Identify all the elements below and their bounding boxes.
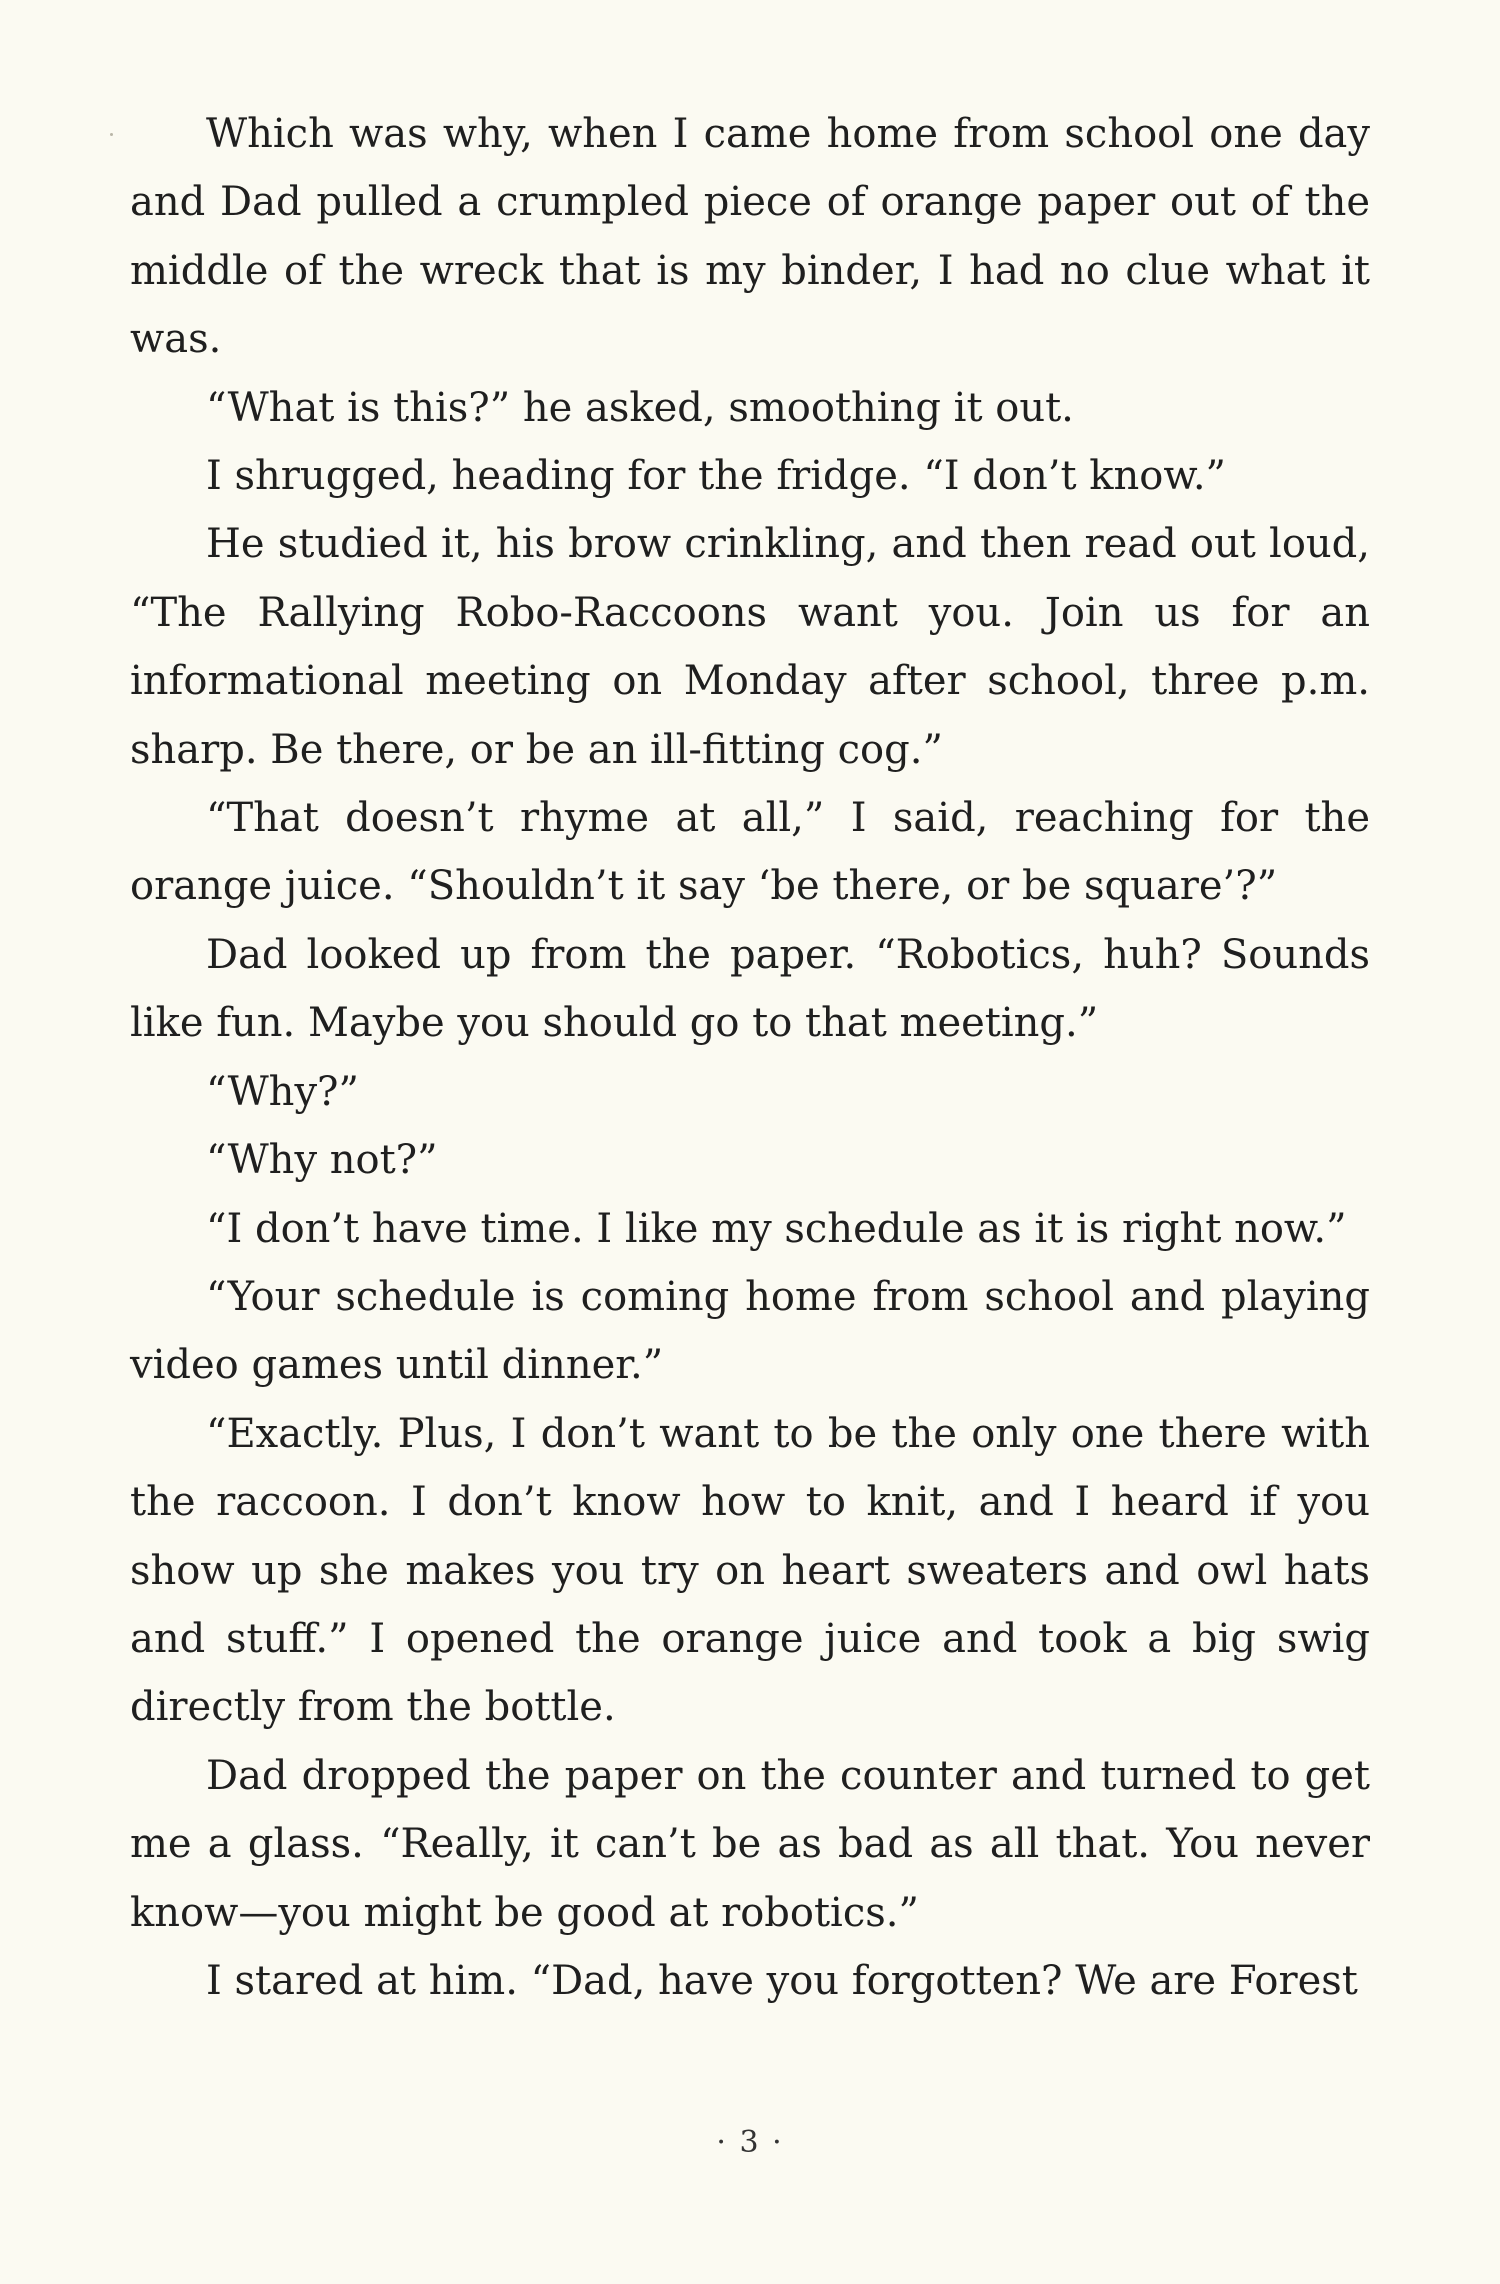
paragraph: “Why?” <box>206 1068 359 1115</box>
page-speck <box>110 133 113 136</box>
paragraph: He studied it, his brow crinkling, and then read out loud, “The Rallying Robo-Raccoons want you. Join us for an informational meeting on Monday after school, three p.m. sharp. Be there, or be an ill-fitting cog.” <box>130 521 1370 773</box>
paragraph: “I don’t have time. I like my schedule as it is right now.” <box>206 1205 1347 1252</box>
paragraph: Dad looked up from the paper. “Robotics, huh? Sounds like fun. Maybe you should go to that meeting.” <box>130 931 1370 1047</box>
paragraph: I stared at him. “Dad, have you forgotten? We are Forest <box>206 1957 1358 2004</box>
paragraph: “Your schedule is coming home from school and playing video games until dinner.” <box>130 1273 1370 1389</box>
paragraph: I shrugged, heading for the fridge. “I don’t know.” <box>206 453 1226 500</box>
paragraph: “That doesn’t rhyme at all,” I said, reaching for the orange juice. “Shouldn’t it say ‘be there, or be square’?” <box>130 795 1370 910</box>
paragraph: “Why not?” <box>206 1137 438 1184</box>
page-body <box>130 100 1370 2015</box>
page-number: · 3 · <box>716 2125 784 2160</box>
paragraph: Which was why, when I came home from school one day and Dad pulled a crumpled piece of orange paper out of the middle of the wreck that is my binder, I had no clue what it was. <box>130 111 1370 363</box>
paragraph: “Exactly. Plus, I don’t want to be the only one there with the raccoon. I don’t know how to knit, and I heard if you show up she makes you try on heart sweaters and owl hats and stuff.” I opened the orange juice and took a big swig directly from the bottle. <box>130 1410 1370 1731</box>
paragraph: “What is this?” he asked, smoothing it out. <box>206 384 1074 431</box>
paragraph: Dad dropped the paper on the counter and turned to get me a glass. “Really, it can’t be as bad as all that. You never know—you might be good at robotics.” <box>130 1752 1370 1936</box>
